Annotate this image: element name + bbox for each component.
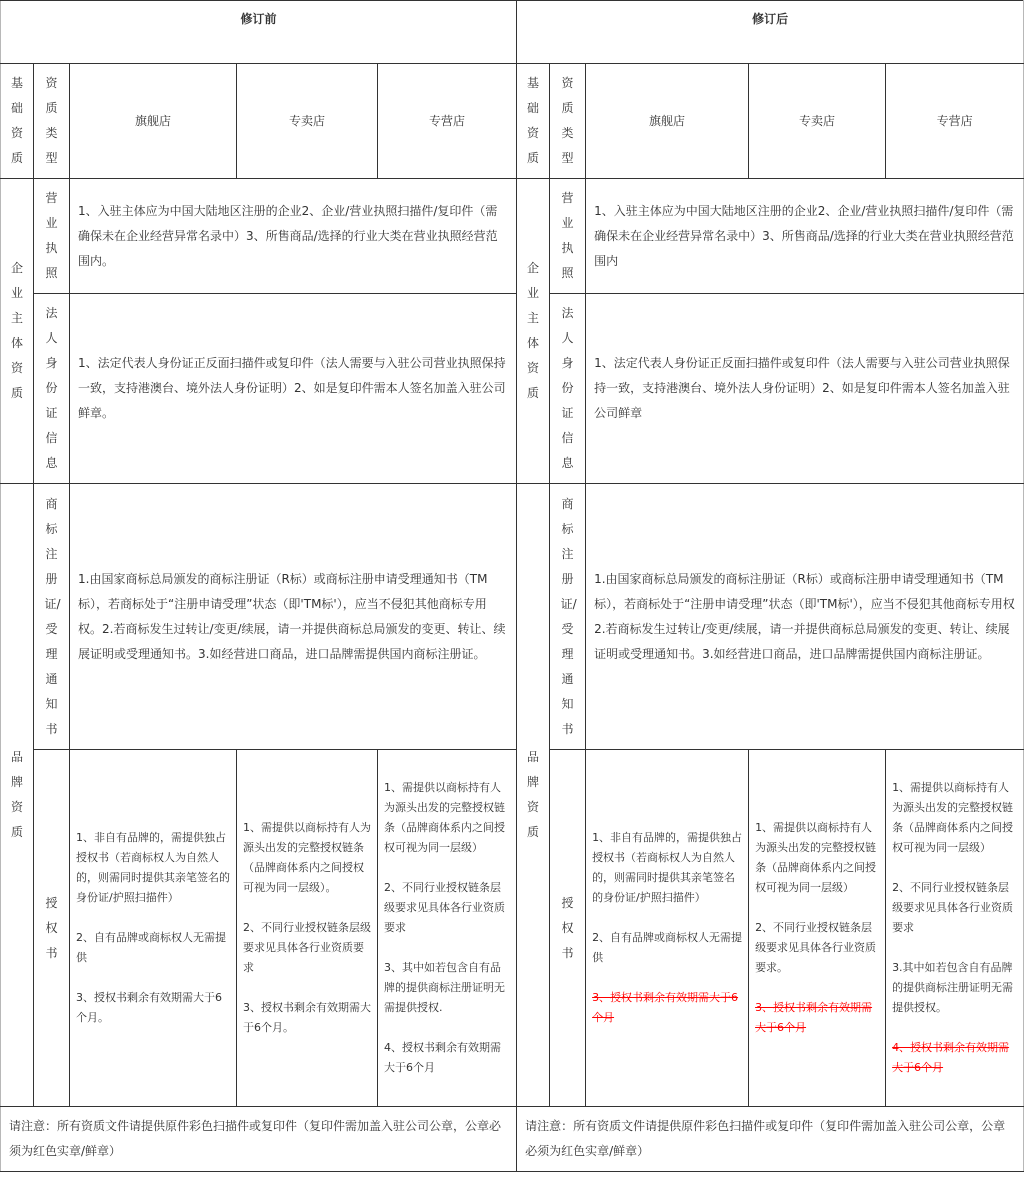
trademark-row bbox=[1, 484, 1024, 750]
header-row bbox=[1, 1, 1024, 64]
exclusive-store-header: 专卖店 bbox=[237, 64, 378, 179]
business-license-label: 营业执照 bbox=[34, 179, 70, 294]
authorization-row bbox=[1, 750, 1024, 1107]
legal-id-label: 法人身份证信息 bbox=[550, 294, 586, 484]
trademark-label: 商标注册证/受理通知书 bbox=[34, 484, 70, 750]
legal-id-after: 1、法定代表人身份证正反面扫描件或复印件（法人需要与入驻公司营业执照保持一致，支持港澳台、境外法人身份证明）2、如是复印件需本人签名加盖入驻公司鲜章 bbox=[586, 294, 1024, 484]
qualification-type-header: 资质类型 bbox=[34, 64, 70, 179]
specialty-store-header: 专营店 bbox=[886, 64, 1024, 179]
authorization-after-flagship: 1、非自有品牌的，需提供独占授权书（若商标权人为自然人的，则需同时提供其亲笔签名的身份证/护照扫描件） 2、自有品牌或商标权人无需提供 3、授权书剩余有效期需大于6个月 bbox=[586, 750, 749, 1107]
authorization-label: 授权书 bbox=[34, 750, 70, 1107]
exclusive-store-header: 专卖店 bbox=[749, 64, 886, 179]
column-header-row bbox=[1, 64, 1024, 179]
basic-qualification-header: 基础资质 bbox=[517, 64, 550, 179]
authorization-before-exclusive: 1、需提供以商标持有人为源头出发的完整授权链条（品牌商体系内之间授权可视为同一层级）。 2、不同行业授权链条层级要求见具体各行业资质要求 3、授权书剩余有效期需大于6个月。 bbox=[237, 750, 378, 1107]
trademark-before: 1.由国家商标总局颁发的商标注册证（R标）或商标注册申请受理通知书（TM标），若商标处于“注册申请受理”状态（即'TM标'），应当不侵犯其他商标专用权。2.若商标发生过转让/变更/续展，请一并提供商标总局颁发的变更、转让、续展证明或受理通知书。3.如经营进口商品，进口品牌需提供国内商标注册证。 bbox=[70, 484, 517, 750]
deleted-text: 4、授权书剩余有效期需大于6个月 bbox=[892, 1041, 1010, 1074]
brand-section-label: 品牌资质 bbox=[517, 484, 550, 1107]
authorization-before-flagship: 1、非自有品牌的，需提供独占授权书（若商标权人为自然人的，则需同时提供其亲笔签名的身份证/护照扫描件） 2、自有品牌或商标权人无需提供 3、授权书剩余有效期需大于6个月。 bbox=[70, 750, 237, 1107]
flagship-store-header: 旗舰店 bbox=[586, 64, 749, 179]
note-row bbox=[1, 1107, 1024, 1172]
legal-id-label: 法人身份证信息 bbox=[34, 294, 70, 484]
legal-id-row bbox=[1, 294, 1024, 484]
trademark-after: 1.由国家商标总局颁发的商标注册证（R标）或商标注册申请受理通知书（TM标），若商标处于“注册申请受理”状态（即'TM标'），应当不侵犯其他商标专用权2.若商标发生过转让/变更/续展，请一并提供商标总局颁发的变更、转让、续展证明或受理通知书。3.如经营进口商品，进口品牌需提供国内商标注册证。 bbox=[586, 484, 1024, 750]
flagship-store-header: 旗舰店 bbox=[70, 64, 237, 179]
deleted-text: 3、授权书剩余有效期需大于6个月 bbox=[755, 1001, 873, 1034]
brand-section-label: 品牌资质 bbox=[1, 484, 34, 1107]
enterprise-section-label: 企业主体资质 bbox=[1, 179, 34, 484]
enterprise-section-label: 企业主体资质 bbox=[517, 179, 550, 484]
note-before: 请注意：所有资质文件请提供原件彩色扫描件或复印件（复印件需加盖入驻公司公章，公章必须为红色实章/鲜章） bbox=[1, 1107, 517, 1172]
authorization-before-specialty: 1、需提供以商标持有人为源头出发的完整授权链条（品牌商体系内之间授权可视为同一层级） 2、不同行业授权链条层级要求见具体各行业资质要求 3、其中如若包含自有品牌的提供商标注册证明无需提供授权. 4、授权书剩余有效期需大于6个月 bbox=[378, 750, 517, 1107]
trademark-label: 商标注册证/受理通知书 bbox=[550, 484, 586, 750]
specialty-store-header: 专营店 bbox=[378, 64, 517, 179]
authorization-label: 授权书 bbox=[550, 750, 586, 1107]
business-license-before: 1、入驻主体应为中国大陆地区注册的企业2、企业/营业执照扫描件/复印件（需确保未在企业经营异常名录中）3、所售商品/选择的行业大类在营业执照经营范围内。 bbox=[70, 179, 517, 294]
authorization-after-exclusive: 1、需提供以商标持有人为源头出发的完整授权链条（品牌商体系内之间授权可视为同一层级） 2、不同行业授权链条层级要求见具体各行业资质要求。 3、授权书剩余有效期需大于6个月 bbox=[749, 750, 886, 1107]
business-license-after: 1、入驻主体应为中国大陆地区注册的企业2、企业/营业执照扫描件/复印件（需确保未在企业经营异常名录中）3、所售商品/选择的行业大类在营业执照经营范围内 bbox=[586, 179, 1024, 294]
legal-id-before: 1、法定代表人身份证正反面扫描件或复印件（法人需要与入驻公司营业执照保持一致，支持港澳台、境外法人身份证明）2、如是复印件需本人签名加盖入驻公司鲜章。 bbox=[70, 294, 517, 484]
note-after: 请注意：所有资质文件请提供原件彩色扫描件或复印件（复印件需加盖入驻公司公章，公章必须为红色实章/鲜章） bbox=[517, 1107, 1024, 1172]
business-license-label: 营业执照 bbox=[550, 179, 586, 294]
deleted-text: 3、授权书剩余有效期需大于6个月 bbox=[592, 991, 739, 1024]
business-license-row bbox=[1, 179, 1024, 294]
authorization-after-specialty: 1、需提供以商标持有人为源头出发的完整授权链条（品牌商体系内之间授权可视为同一层级） 2、不同行业授权链条层级要求见具体各行业资质要求 3.其中如若包含自有品牌的提供商标注册证明无需提供授权。 4、授权书剩余有效期需大于6个月 bbox=[886, 750, 1024, 1107]
after-heading: 修订后 bbox=[517, 1, 1024, 64]
qualification-type-header: 资质类型 bbox=[550, 64, 586, 179]
basic-qualification-header: 基础资质 bbox=[1, 64, 34, 179]
before-heading: 修订前 bbox=[1, 1, 517, 64]
